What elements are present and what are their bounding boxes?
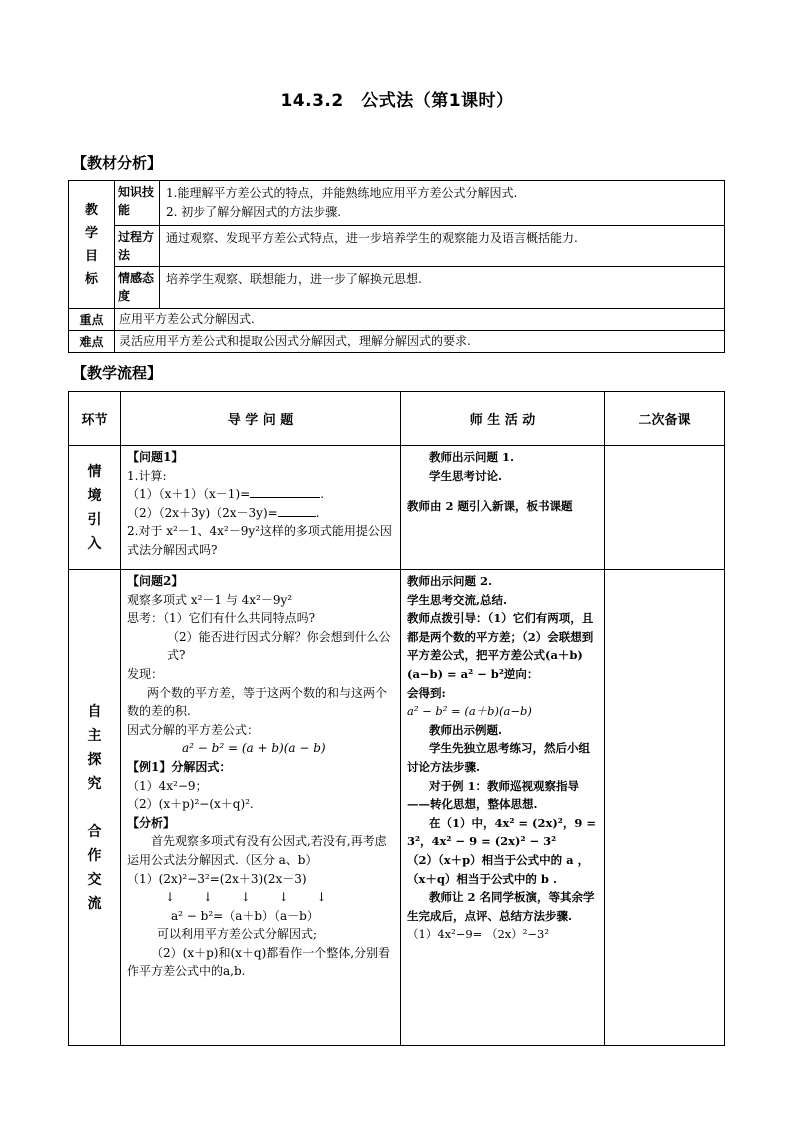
problem1-line-1: 1.计算:: [127, 468, 167, 483]
activity-explore-line-8: 在（1）中，4x² = (2x)²，9 = 3²，4x² − 9 = (2x)² − 3²: [407, 815, 596, 849]
notes-intro: [605, 446, 725, 570]
problem1-title: 【问题1】: [127, 450, 184, 464]
activity-explore-line-6: 学生先独立思考练习，然后小组讨论方法步骤.: [407, 741, 590, 774]
example1-title: 【例1】分解因式：: [127, 759, 232, 774]
problem2-line-4: 发现：: [127, 666, 164, 681]
problem1-line-4: 2.对于 x²－1、4x²－9y²这样的多项式能用提公因式法分解因式吗?: [127, 524, 392, 557]
problem1-line-2: （1）（x＋1）（x－1)=: [127, 487, 251, 502]
goals-label-text: 教学目标: [84, 202, 98, 287]
header-stage: 环节: [69, 392, 121, 446]
stage-explore: [69, 570, 121, 1046]
stage-intro-label: 情境引入: [87, 463, 102, 552]
analysis-line-2: （1）(2x)²−3²=(2x＋3)(2x－3): [127, 871, 307, 886]
example1-line-2: （2）(x＋p)²−(x＋q)².: [127, 797, 254, 812]
notes-explore: [605, 570, 725, 1046]
guide-explore: [121, 570, 401, 1046]
stage-explore-label-2: 合作交流: [87, 823, 102, 912]
activity-explore-formula: a² − b² = (a＋b)(a−b): [407, 704, 532, 719]
goal-type-emotion: 情感态度: [115, 267, 160, 309]
goal-knowledge: [160, 181, 725, 226]
problem2-line-3: （2）能否进行因式分解？你会想到什么公式?: [167, 629, 391, 663]
activity-explore-line-2: 学生思考交流,总结.: [407, 592, 508, 607]
activity-explore-line-11: （1）4x²−9= （2x）²−3²: [407, 927, 549, 942]
analysis-line-3: a² − b²=（a＋b）（a－b）: [171, 908, 319, 923]
analysis-line-5: （2）(x＋p)和(x＋q)都看作一个整体,分别看作平方差公式中的a,b.: [127, 945, 391, 979]
activity-explore-line-5: 教师出示例题.: [429, 722, 503, 737]
problem2-line-6: 因式分解的平方差公式：: [127, 722, 260, 737]
goal-process: 通过观察、发现平方差公式特点，进一步培养学生的观察能力及语言概括能力.: [160, 226, 725, 267]
problem2-line-5: 两个数的平方差，等于这两个数的和与这两个数的差的积.: [127, 685, 388, 719]
activity-explore-line-3: 教师点拨引导：（1）它们有两项，且都是两个数的平方差；（2）会联想到平方差公式，把平方差公式(a＋b)(a−b) = a² − b²逆向：: [407, 611, 594, 681]
guide-intro: 【问题1】 1.计算: （1）（x＋1）（x－1)= . （2）（2x＋3y)（2x－3y)= . 2.对于 x²－1、4x²－9y²这样的多项式能用提公因式法分解因式吗?: [121, 446, 401, 570]
example1-line-1: （1）4x²−9；: [127, 778, 208, 793]
answer-blank-1[interactable]: [250, 485, 320, 498]
activity-explore-line-9: （2）（x＋p）相当于公式中的 a ，（x＋q）相当于公式中的 b .: [407, 852, 590, 886]
analysis-table: [68, 180, 725, 353]
problem2-title: 【问题2】: [127, 574, 184, 588]
key-label: 重点: [69, 309, 115, 331]
arrows-row: ↓ ↓ ↓ ↓ ↓: [165, 890, 339, 905]
difficulty-point: 灵活应用平方差公式和提取公因式分解因式，理解分解因式的要求.: [115, 331, 725, 353]
analysis-line-4: 可以利用平方差公式分解因式;: [157, 927, 318, 942]
goal-emotion: 培养学生观察、联想能力，进一步了解换元思想.: [160, 267, 725, 309]
activity-explore-line-4: 会得到:: [407, 685, 446, 700]
key-point: 应用平方差公式分解因式.: [115, 309, 725, 331]
problem2-line-2: 思考：（1）它们有什么共同特点吗?: [127, 611, 316, 626]
activity-intro-line-3: 教师由 2 题引入新课，板书课题: [407, 499, 573, 514]
goals-label: [69, 181, 115, 309]
header-notes: 二次备课: [605, 392, 725, 446]
goal-knowledge-line-1: 1.能理解平方差公式的特点，并能熟练地应用平方差公式分解因式.: [166, 186, 518, 200]
activity-intro-line-1: 教师出示问题 1.: [429, 450, 515, 464]
difference-of-squares-formula: a² − b² = (a + b)(a − b): [182, 741, 326, 756]
stage-explore-label: 自主探究: [87, 703, 102, 792]
analysis-title: 【分析】: [127, 815, 176, 830]
page-title: 14.3.2 公式法（第1课时）: [280, 91, 514, 111]
activity-explore-line-1: 教师出示问题 2.: [407, 574, 493, 588]
activity-explore: [401, 570, 605, 1046]
stage-intro: [69, 446, 121, 570]
goal-knowledge-line-2: 2. 初步了解分解因式的方法步骤.: [166, 205, 342, 219]
answer-blank-2[interactable]: [278, 504, 316, 517]
flow-table: [68, 391, 725, 1046]
header-guide: 导 学 问 题: [121, 392, 401, 446]
activity-explore-line-10: 教师让 2 名同学板演，等其余学生完成后，点评、总结方法步骤.: [407, 890, 595, 923]
problem2-line-1: 观察多项式 x²－1 与 4x²－9y²: [127, 592, 293, 607]
problem1-line-3: （2）（2x＋3y)（2x－3y)=: [127, 505, 278, 520]
goal-type-process: 过程方法: [115, 226, 160, 267]
section-heading-flow: 【教学流程】: [72, 364, 163, 382]
activity-explore-line-7: 对于例 1：教师巡视观察指导——转化思想，整体思想.: [407, 778, 580, 812]
analysis-line-1: 首先观察多项式有没有公因式,若没有,再考虑运用公式法分解因式.（区分 a、b）: [127, 834, 387, 867]
activity-intro: [401, 446, 605, 570]
section-heading-analysis: 【教材分析】: [72, 154, 163, 172]
activity-intro-line-2: 学生思考讨论.: [429, 468, 503, 483]
header-activity: 师 生 活 动: [401, 392, 605, 446]
goal-type-knowledge: 知识技能: [115, 181, 160, 226]
difficulty-label: 难点: [69, 331, 115, 353]
